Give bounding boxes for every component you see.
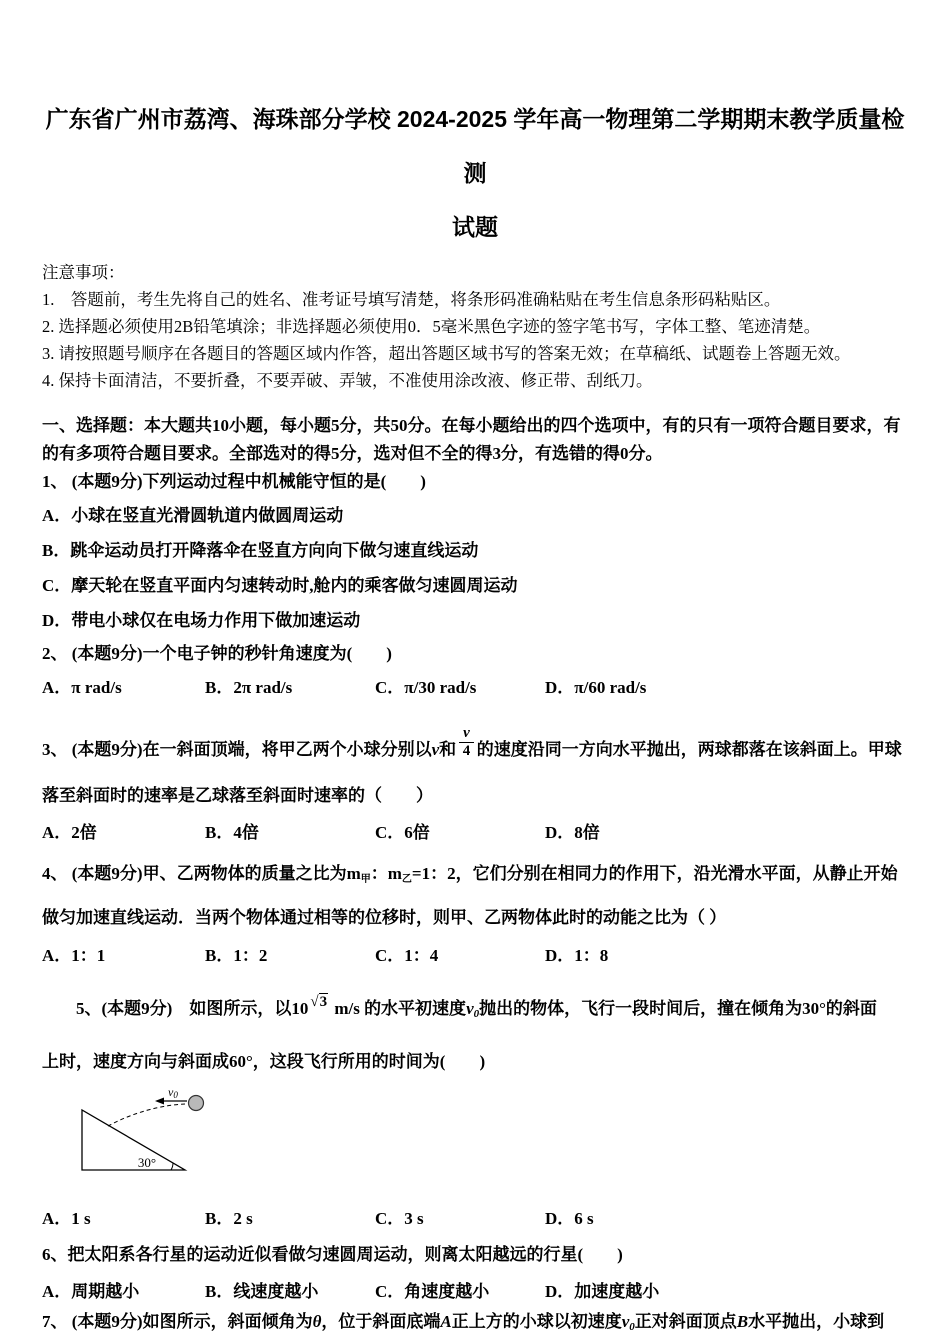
question-5-stem [42, 995, 908, 1028]
velocity-label: v0 [168, 1088, 178, 1100]
question-2-option-a: A．π rad/s [42, 678, 122, 697]
fraction-numerator: v [459, 726, 474, 743]
question-6-options [42, 1278, 908, 1306]
question-4-stem [42, 855, 908, 899]
theta-variable: θ [312, 1312, 322, 1331]
question-7-text-1: 7、 (本题9分)如图所示，斜面倾角为 [42, 1312, 313, 1331]
question-7-stem [42, 1308, 908, 1341]
question-4-option-c: C．1：4 [375, 946, 439, 965]
subscript-yi: 乙 [401, 874, 412, 885]
velocity-variable: v [431, 740, 440, 759]
question-2-option-b: B．2π rad/s [205, 678, 293, 697]
point-b-variable: B [736, 1312, 749, 1331]
question-3-option-b: B．4倍 [205, 823, 259, 842]
notice-item-4: 4. 保持卡面清洁，不要折叠，不要弄破、弄皱，不准使用涂改液、修正带、刮纸刀。 [42, 371, 653, 390]
projectile-ball [189, 1096, 204, 1111]
fraction-v-over-4 [459, 726, 474, 759]
page-title [42, 0, 908, 254]
question-2-option-d: D．π/60 rad/s [545, 678, 647, 697]
angle-label: 30° [137, 1155, 157, 1170]
trajectory-dashed-curve [108, 1104, 185, 1126]
point-a-variable: A [440, 1312, 452, 1331]
question-7-text-5: 水平抛出，小球到 [748, 1312, 885, 1331]
question-5-option-c: C．3 s [375, 1209, 424, 1228]
question-6-option-c: C．角速度越小 [375, 1282, 490, 1301]
question-3-options [42, 819, 908, 847]
question-5-option-a: A．1 s [42, 1209, 91, 1228]
question-3-conjunction: 和 [439, 740, 457, 759]
question-5-options [42, 1205, 908, 1233]
radicand: 3 [319, 994, 328, 1010]
question-4-options [42, 937, 908, 975]
question-4-text-1: 4、 (本题9分)甲、乙两物体的质量之比为m [42, 864, 361, 883]
notice-item-3: 3. 请按照题号顺序在各题目的答题区域内作答，超出答题区域书写的答案无效；在草稿纸、试题卷上答题无效。 [42, 344, 851, 363]
question-6-stem: 6、把太阳系各行星的运动近似看做匀速圆周运动，则离太阳越远的行星( ) [42, 1245, 623, 1264]
question-3-option-d: D．8倍 [545, 823, 600, 842]
question-3-text-pre: 3、 (本题9分)在一斜面顶端，将甲乙两个小球分别以 [42, 740, 432, 759]
question-7-text-2: ，位于斜面底端 [321, 1312, 441, 1331]
question-3-text-post: 的速度沿同一方向水平抛出，两球都落在该斜面上。甲球 [476, 740, 902, 759]
notice-heading: 注意事项： [42, 263, 125, 282]
velocity-variable-q7: v [621, 1312, 630, 1331]
question-2-stem: 2、 (本题9分)一个电子钟的秒针角速度为( ) [42, 644, 392, 663]
question-5-figure [52, 1088, 908, 1203]
question-4-option-d: D．1：8 [545, 946, 609, 965]
question-5-option-b: B．2 s [205, 1209, 253, 1228]
notice-item-2: 2. 选择题必须使用2B铅笔填涂；非选择题必须使用0．5毫米黑色字迹的签字笔书写，字体工整、笔迹清楚。 [42, 317, 821, 336]
question-3-stem [42, 726, 908, 764]
question-3-stem-line2: 落至斜面时的速率是乙球落至斜面时速率的（ ） [42, 786, 433, 805]
velocity-arrowhead [155, 1098, 164, 1105]
title-line-2: 试题 [452, 214, 498, 240]
question-7-text-3: 正上方的小球以初速度 [451, 1312, 622, 1331]
question-3-option-c: C．6倍 [375, 823, 430, 842]
question-5-text-1: 5、(本题9分) 如图所示，以10 [76, 999, 309, 1018]
question-6-option-b: B．线速度越小 [205, 1282, 319, 1301]
question-6-option-a: A．周期越小 [42, 1282, 140, 1301]
initial-velocity-subscript: 0 [473, 1008, 480, 1020]
question-5-stem-line2: 上时，速度方向与斜面成60°，这段飞行所用的时间为( ) [42, 1052, 486, 1071]
square-root-3 [310, 994, 328, 1010]
question-1-option-a: A．小球在竖直光滑圆轨道内做圆周运动 [42, 506, 344, 525]
velocity-subscript-q7: 0 [629, 1321, 635, 1333]
question-4-text-2: ：m [370, 864, 402, 883]
question-5-text-3: 抛出的物体，飞行一段时间后，撞在倾角为30°的斜面 [479, 999, 877, 1018]
section-one-intro: 一、选择题：本大题共10小题，每小题5分，共50分。在每小题给出的四个选项中，有的只有一项符合题目要求，有的有多项符合题目要求。全部选对的得5分，选对但不全的得3分，有选错的得0分。 [42, 416, 901, 463]
question-7-text-4: 正对斜面顶点 [634, 1312, 737, 1331]
question-3-option-a: A．2倍 [42, 823, 97, 842]
question-2-option-c: C．π/30 rad/s [375, 678, 477, 697]
fraction-denominator: 4 [462, 743, 471, 759]
question-1-option-b: B．跳伞运动员打开降落伞在竖直方向向下做匀速直线运动 [42, 541, 479, 560]
incline-projectile-diagram [52, 1088, 282, 1198]
question-1-option-d: D．带电小球仅在电场力作用下做加速运动 [42, 611, 361, 630]
question-1-stem: 1、 (本题9分)下列运动过程中机械能守恒的是( ) [42, 472, 426, 491]
subscript-jia: 甲 [360, 874, 371, 885]
question-5-text-2: m/s 的水平初速度 [330, 999, 467, 1018]
question-4-stem-line2: 做匀加速直线运动．当两个物体通过相等的位移时，则甲、乙两物体此时的动能之比为（ ） [42, 908, 727, 927]
question-4-option-b: B．1：2 [205, 946, 268, 965]
radical-sign: √ [310, 994, 319, 1010]
question-2-options [42, 674, 908, 702]
initial-velocity-variable: v [466, 999, 474, 1018]
question-4-option-a: A．1：1 [42, 946, 106, 965]
question-1-option-c: C．摩天轮在竖直平面内匀速转动时,舱内的乘客做匀速圆周运动 [42, 576, 518, 595]
notice-item-1: 1. 答题前，考生先将自己的姓名、准考证号填写清楚，将条形码准确粘贴在考生信息条形码粘贴区。 [42, 290, 781, 309]
incline-triangle [82, 1110, 185, 1170]
question-5-option-d: D．6 s [545, 1209, 594, 1228]
question-6-option-d: D．加速度越小 [545, 1282, 660, 1301]
question-4-text-3: =1：2，它们分别在相同力的作用下，沿光滑水平面，从静止开始 [411, 864, 898, 883]
title-line-1: 广东省广州市荔湾、海珠部分学校 2024-2025 学年高一物理第二学期期末教学质量检测 [45, 106, 905, 186]
